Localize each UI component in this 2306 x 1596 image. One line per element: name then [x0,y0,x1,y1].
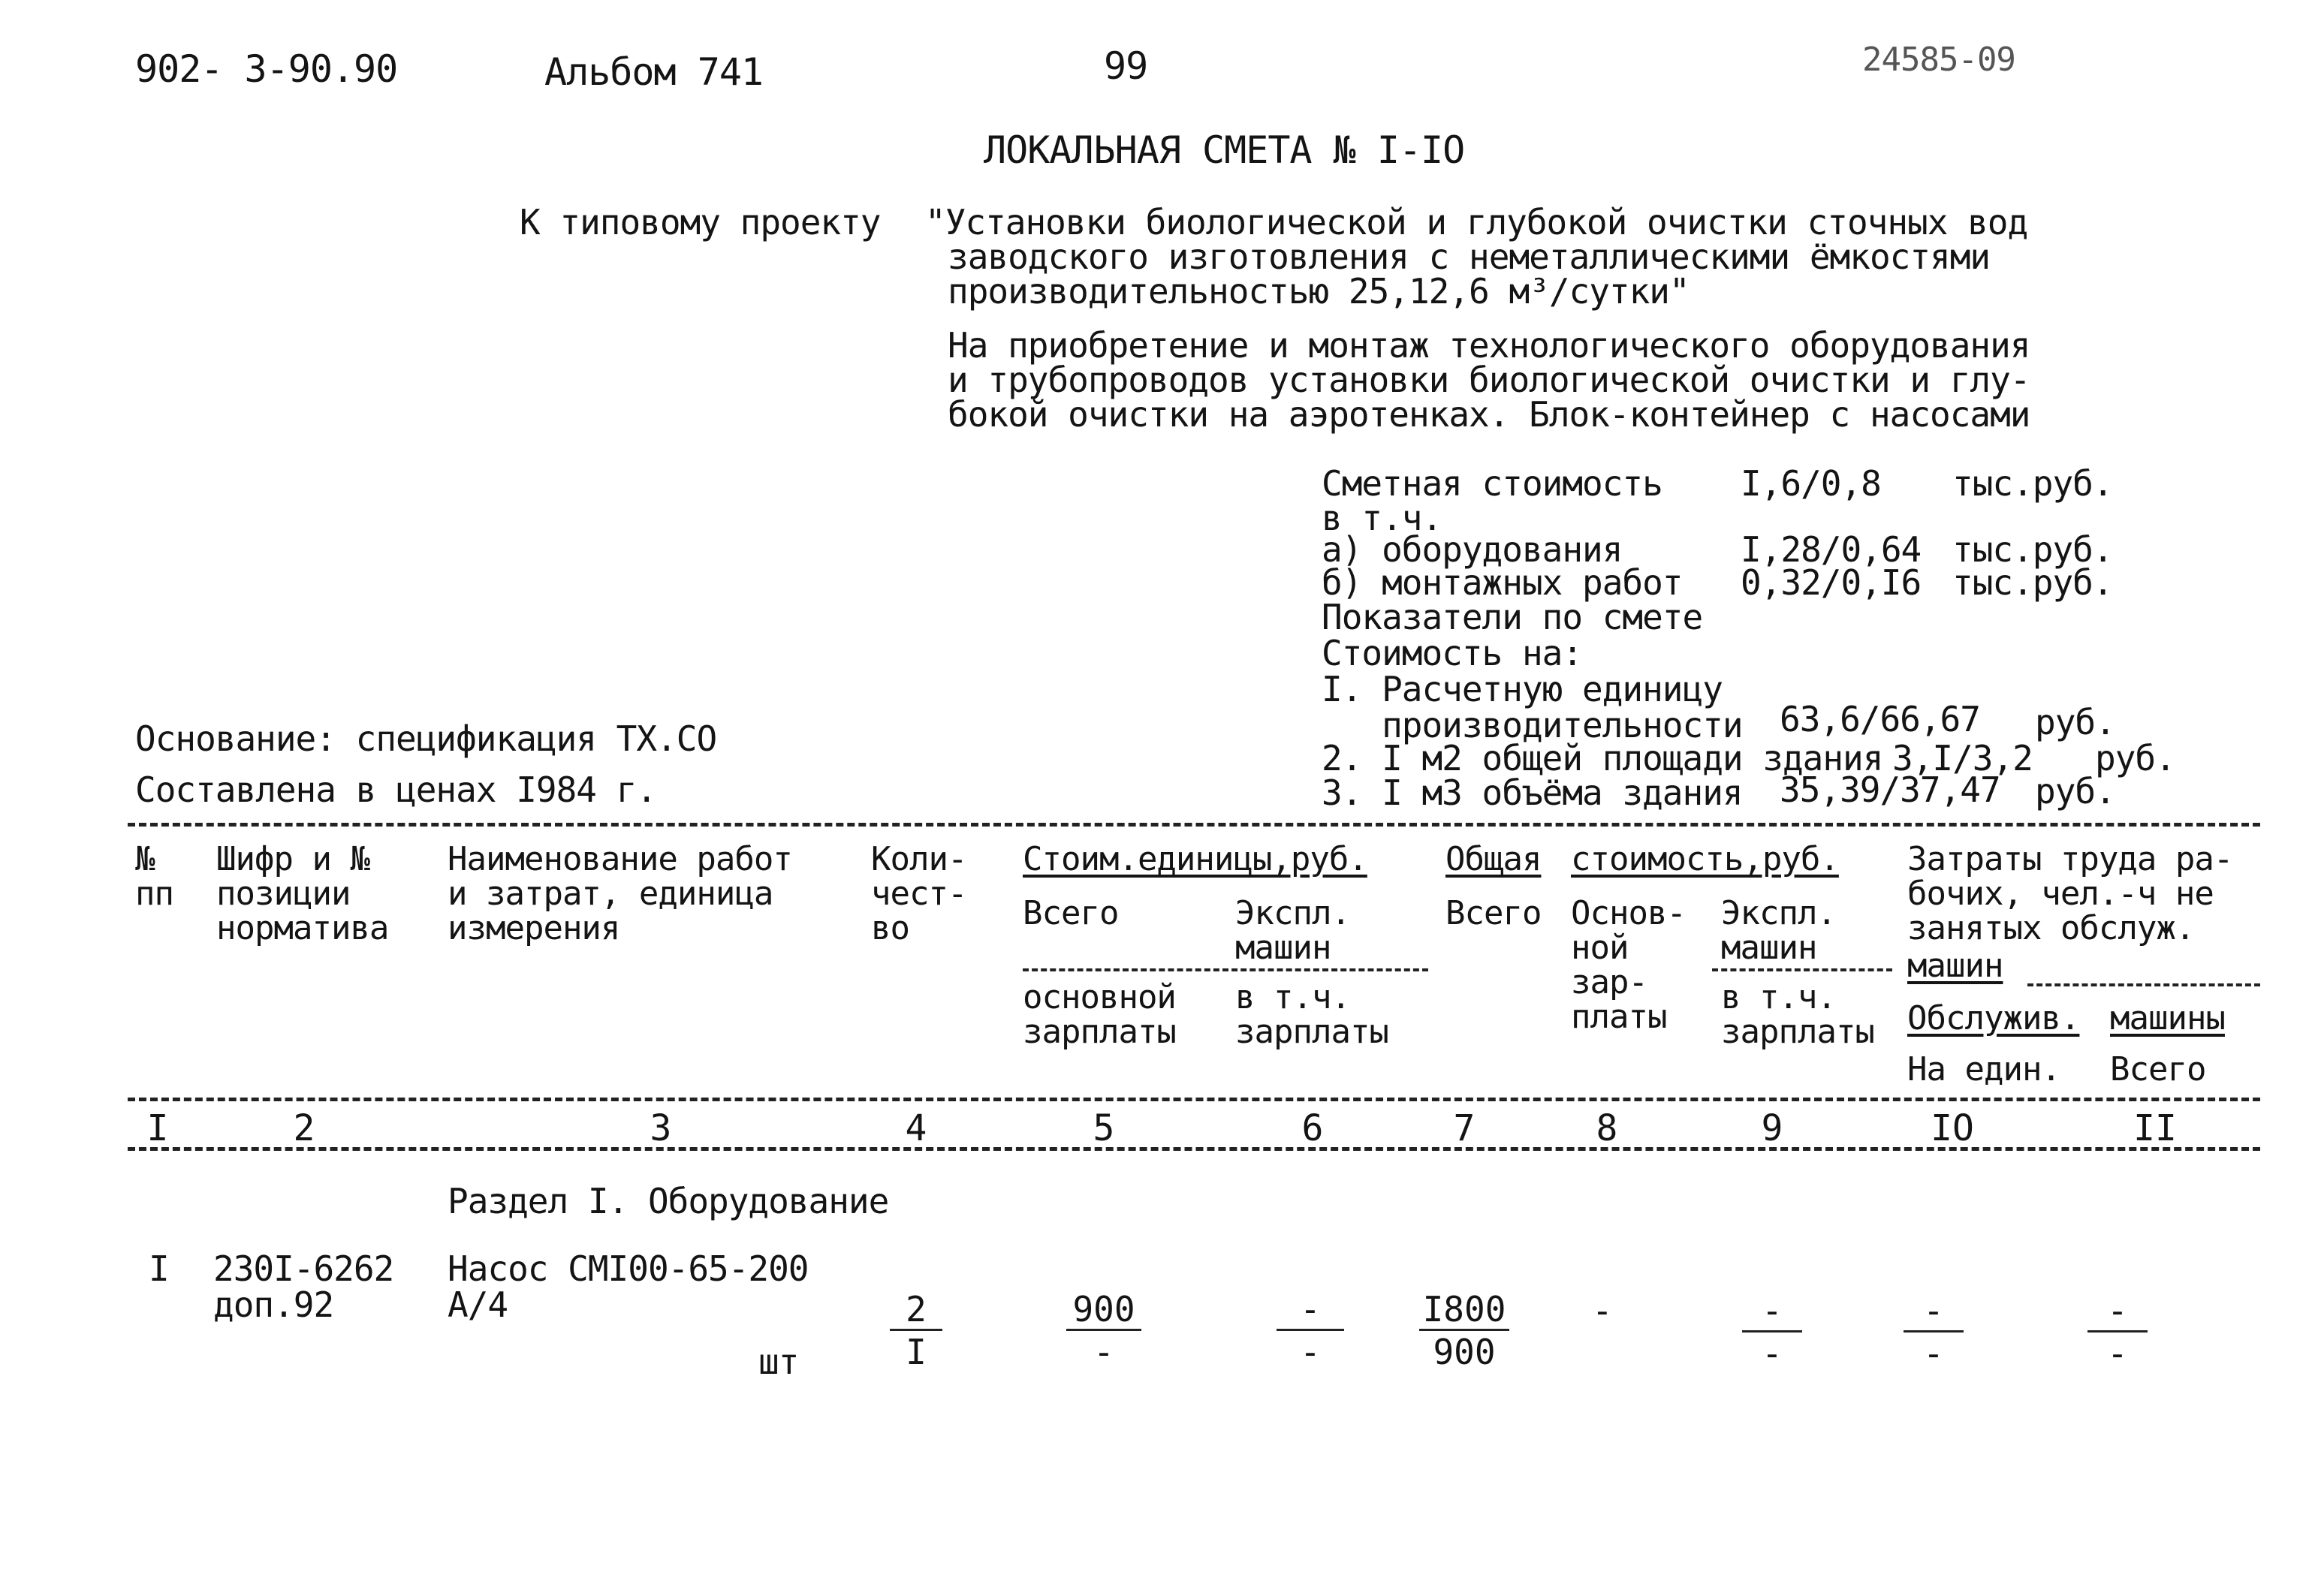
column-number: 3 [650,1107,672,1149]
project-prefix: К типовому проекту [520,202,881,242]
cost-label: I. Расчетную единицу [1322,669,1723,709]
cost-label: б) монтажных работ [1322,562,1683,603]
total-denominator: 900 [1433,1332,1496,1372]
basis-prices: Составлена в ценах I984 г. [135,769,657,810]
table-top-rule [128,823,2260,827]
basis-spec: Основание: спецификация ТХ.СО [135,718,717,759]
unit-price-denominator: - [1093,1332,1114,1372]
cost-value: 3,I/3,2 [1892,738,2033,778]
cost-label: Показатели по смете [1322,597,1703,637]
header-code: Шифр и № позиции норматива [216,840,389,947]
header-unit-machine-sub: в т.ч. зарплаты [1235,978,1388,1051]
purpose-line-1: На приобретение и монтаж технологического оборудования [948,325,2030,366]
document-title: ЛОКАЛЬНАЯ СМЕТА № I-IO [984,128,1465,172]
column-number: 2 [293,1107,315,1149]
cost-value: 0,32/0,I6 [1741,562,1922,603]
project-line-3: производительностью 25,12,6 м³/сутки" [948,271,1690,312]
column-number: 6 [1301,1107,1324,1149]
cost-label: а) оборудования [1322,529,1623,570]
row-total-machine [1742,1290,1802,1374]
header-labor-machines2: машины [2110,999,2225,1037]
row-unit: шт [758,1342,799,1382]
column-number: 5 [1093,1107,1115,1149]
purpose-line-2: и трубопроводов установки биологической очистки и глу- [948,360,2030,400]
header-total-all: Всего [1445,894,1542,932]
cost-label: 2. I м2 общей площади здания [1322,738,1883,778]
purpose-line-3: бокой очистки на аэротенках. Блок-контейнер с насосами [948,394,2030,435]
document-code: 902- 3-90.90 [135,47,398,91]
header-subrule [1023,968,1428,971]
project-line-1: "Установки биологической и глубокой очистки сточных вод [925,202,2028,242]
header-labor-total: Всего [2110,1050,2206,1089]
header-labor-machines: машин [1907,947,2003,985]
album-label: Альбом 741 [544,50,764,94]
header-total-base: Основ- ной зар- платы [1571,894,1686,1036]
header-bottom-rule [128,1098,2260,1101]
row-name: Насос СМI00-65-200 [448,1248,809,1289]
labor-total-numerator: - [2087,1293,2148,1333]
quantity-numerator: 2 [890,1291,942,1331]
row-code-suffix: доп.92 [213,1284,334,1325]
total-machine-numerator: - [1742,1293,1802,1333]
row-labor-per-unit [1904,1290,1964,1374]
row-code: 230I-6262 [213,1248,394,1289]
header-labor: Затраты труда ра- бочих, чел.-ч не занятых обслуж. [1907,840,2233,947]
header-subrule [1712,968,1892,971]
project-line-2: заводского изготовления с неметаллическими ёмкостями [948,236,1991,277]
page-number: 99 [1104,44,1148,88]
header-unit-cost-group: Стоим.единицы,руб. [1023,840,1367,878]
row-name-suffix: А/4 [448,1284,508,1325]
column-number: I [146,1107,169,1149]
row-base-salary: - [1592,1290,1612,1331]
section-heading: Раздел I. Оборудование [448,1181,889,1221]
cost-label: Стоимость на: [1322,633,1583,673]
cost-label: производительности [1322,705,1743,745]
cost-unit: руб. [2095,738,2175,778]
unit-machine-denominator: - [1300,1332,1321,1372]
row-unit-machine [1277,1291,1344,1370]
row-unit-price [1066,1291,1141,1370]
cost-value: 63,6/66,67 [1780,699,1980,739]
header-labor-service: Обслужив. [1907,999,2080,1037]
labor-unit-numerator: - [1904,1293,1964,1333]
header-unit-machine: Экспл. машин [1235,894,1350,967]
row-total [1419,1291,1509,1370]
header-name: Наименование работ и затрат, единица измерения [448,840,792,947]
column-numbers-rule [128,1147,2260,1151]
header-total-group-b: стоимость,руб. [1571,840,1839,878]
header-total-group-a: Общая [1445,840,1542,878]
header-unit-total-sub: основной зарплаты [1023,978,1176,1051]
labor-total-denominator: - [2107,1333,2128,1374]
cost-label: в т.ч. [1322,498,1442,538]
header-unit-total: Всего [1023,894,1119,932]
handwritten-stamp: 24585-09 [1862,41,2015,79]
labor-unit-denominator: - [1923,1333,1944,1374]
cost-unit: тыс.руб. [1952,463,2113,504]
cost-label: Сметная стоимость [1322,463,1662,504]
total-machine-denominator: - [1762,1333,1783,1374]
cost-unit: тыс.руб. [1952,529,2113,570]
cost-unit: руб. [2035,771,2115,812]
column-number: IO [1931,1107,1974,1149]
cost-label: 3. I м3 объёма здания [1322,772,1743,813]
cost-unit: тыс.руб. [1952,562,2113,603]
header-row-number: № пп [135,840,173,913]
cost-value: I,6/0,8 [1741,463,1881,504]
row-quantity [890,1291,942,1370]
header-subrule [2027,983,2260,986]
column-number: II [2133,1107,2177,1149]
row-number: I [149,1248,169,1289]
quantity-denominator: I [906,1332,927,1372]
total-numerator: I800 [1419,1291,1509,1331]
column-number: 9 [1761,1107,1783,1149]
header-total-machine: Экспл. машин [1721,894,1836,967]
column-number: 8 [1596,1107,1618,1149]
unit-machine-numerator: - [1277,1291,1344,1331]
header-labor-per-unit: На един. [1907,1050,2060,1089]
column-number: 7 [1453,1107,1476,1149]
cost-unit: руб. [2035,702,2115,742]
row-labor-total [2087,1290,2148,1374]
cost-value: 35,39/37,47 [1780,769,2000,810]
column-number: 4 [905,1107,927,1149]
header-total-machine-sub: в т.ч. зарплаты [1721,978,1874,1051]
cost-value: I,28/0,64 [1741,529,1922,570]
header-quantity: Коли- чест- во [871,840,967,947]
unit-price-numerator: 900 [1066,1291,1141,1331]
